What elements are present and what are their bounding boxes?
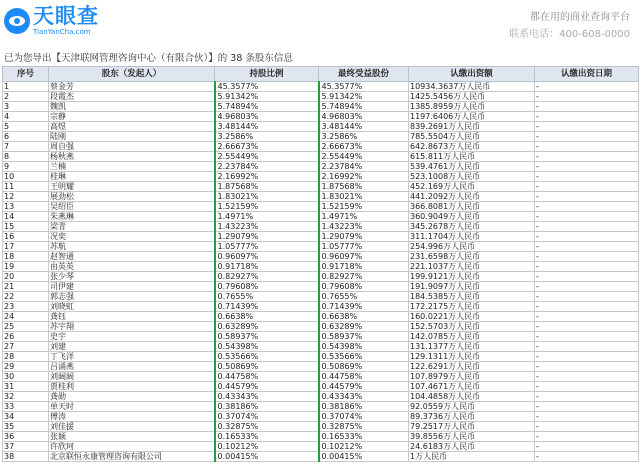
- cell-index: 31: [3, 382, 49, 392]
- cell-date: -: [535, 282, 639, 292]
- cell-index: 5: [3, 122, 49, 132]
- cell-date: -: [535, 402, 639, 412]
- cell-ratio: 2.16992%: [215, 172, 319, 182]
- cell-index: 11: [3, 182, 49, 192]
- cell-index: 35: [3, 422, 49, 432]
- cell-date: -: [535, 152, 639, 162]
- table-row: [3, 222, 639, 232]
- cell-index: 8: [3, 152, 49, 162]
- cell-ratio: 0.79608%: [215, 282, 319, 292]
- cell-date: -: [535, 372, 639, 382]
- cell-ratio: 0.7655%: [215, 292, 319, 302]
- cell-ratio: 45.3577%: [215, 82, 319, 92]
- cell-ratio: 1.43223%: [215, 222, 319, 232]
- cell-capital: 539.4761万人民币: [409, 162, 535, 172]
- table-row: [3, 192, 639, 202]
- cell-capital: 231.6598万人民币: [409, 252, 535, 262]
- column-header-index: 序号: [3, 67, 49, 82]
- slogan: 都在用的商业查询平台: [530, 12, 630, 23]
- cell-date: -: [535, 112, 639, 122]
- table-row: [3, 232, 639, 242]
- cell-beneficial: 0.50869%: [319, 362, 409, 372]
- logo[interactable]: [4, 6, 99, 36]
- cell-date: -: [535, 182, 639, 192]
- cell-date: -: [535, 232, 639, 242]
- cell-beneficial: 0.82927%: [319, 272, 409, 282]
- cell-shareholder: 刘晓虹: [49, 302, 215, 312]
- cell-beneficial: 5.91342%: [319, 92, 409, 102]
- cell-capital: 104.4858万人民币: [409, 392, 535, 402]
- table-row: [3, 382, 639, 392]
- cell-shareholder: 龚钰: [49, 312, 215, 322]
- cell-shareholder: 刘佳援: [49, 422, 215, 432]
- table-row: [3, 412, 639, 422]
- cell-shareholder: 司伊建: [49, 282, 215, 292]
- cell-ratio: 0.10212%: [215, 442, 319, 452]
- cell-index: 3: [3, 102, 49, 112]
- column-header-date: 认缴出资日期: [535, 67, 639, 82]
- cell-beneficial: 0.91718%: [319, 262, 409, 272]
- cell-ratio: 0.16533%: [215, 432, 319, 442]
- cell-shareholder: 单天时: [49, 402, 215, 412]
- cell-ratio: 4.96803%: [215, 112, 319, 122]
- table-body: [3, 82, 639, 462]
- cell-shareholder: 朱燕琳: [49, 212, 215, 222]
- table-row: [3, 332, 639, 342]
- shareholder-table: [2, 66, 639, 462]
- cell-capital: 311.1704万人民币: [409, 232, 535, 242]
- table-row: [3, 112, 639, 122]
- cell-beneficial: 0.96097%: [319, 252, 409, 262]
- cell-beneficial: 0.44579%: [319, 382, 409, 392]
- cell-beneficial: 0.38186%: [319, 402, 409, 412]
- cell-beneficial: 0.43343%: [319, 392, 409, 402]
- cell-ratio: 0.6638%: [215, 312, 319, 322]
- cell-beneficial: 1.83021%: [319, 192, 409, 202]
- cell-index: 34: [3, 412, 49, 422]
- cell-shareholder: 赵智通: [49, 252, 215, 262]
- cell-shareholder: 吴绍臣: [49, 202, 215, 212]
- table-row: [3, 172, 639, 182]
- cell-capital: 1385.8959万人民币: [409, 102, 535, 112]
- cell-date: -: [535, 102, 639, 112]
- cell-shareholder: 王明耀: [49, 182, 215, 192]
- table-row: [3, 452, 639, 462]
- cell-ratio: 1.05777%: [215, 242, 319, 252]
- table-row: [3, 292, 639, 302]
- table-row: [3, 182, 639, 192]
- export-info: 已为您导出【天津联网管理咨询中心（有限合伙）】的 38 条股东信息: [4, 53, 293, 64]
- cell-beneficial: 1.87568%: [319, 182, 409, 192]
- cell-beneficial: 0.53566%: [319, 352, 409, 362]
- table-row: [3, 432, 639, 442]
- cell-ratio: 0.44579%: [215, 382, 319, 392]
- cell-index: 25: [3, 322, 49, 332]
- cell-beneficial: 0.79608%: [319, 282, 409, 292]
- cell-capital: 39.8556万人民币: [409, 432, 535, 442]
- cell-shareholder: 北京联恒永康管理咨询有限公司: [49, 452, 215, 462]
- cell-date: -: [535, 382, 639, 392]
- cell-capital: 254.996万人民币: [409, 242, 535, 252]
- contact-phone: 联系电话：400-608-0000: [509, 29, 630, 40]
- cell-index: 17: [3, 242, 49, 252]
- cell-beneficial: 1.4971%: [319, 212, 409, 222]
- cell-capital: 107.4671万人民币: [409, 382, 535, 392]
- cell-beneficial: 0.16533%: [319, 432, 409, 442]
- cell-beneficial: 0.32875%: [319, 422, 409, 432]
- table-header-row: [3, 67, 639, 82]
- cell-index: 36: [3, 432, 49, 442]
- cell-shareholder: 梁青: [49, 222, 215, 232]
- cell-index: 4: [3, 112, 49, 122]
- cell-ratio: 0.58937%: [215, 332, 319, 342]
- cell-capital: 24.6183万人民币: [409, 442, 535, 452]
- cell-index: 6: [3, 132, 49, 142]
- cell-capital: 152.5703万人民币: [409, 322, 535, 332]
- cell-beneficial: 0.54398%: [319, 342, 409, 352]
- brand-domain: TianYanCha.com: [33, 28, 91, 36]
- cell-capital: 785.5504万人民币: [409, 132, 535, 142]
- cell-date: -: [535, 422, 639, 432]
- cell-capital: 107.8979万人民币: [409, 372, 535, 382]
- cell-ratio: 0.50869%: [215, 362, 319, 372]
- table-row: [3, 402, 639, 412]
- cell-shareholder: 魏凯: [49, 102, 215, 112]
- cell-index: 20: [3, 272, 49, 282]
- column-header-ratio: 持股比例: [215, 67, 319, 82]
- table-row: [3, 212, 639, 222]
- cell-date: -: [535, 312, 639, 322]
- cell-index: 24: [3, 312, 49, 322]
- cell-index: 12: [3, 192, 49, 202]
- cell-date: -: [535, 132, 639, 142]
- table-row: [3, 442, 639, 452]
- cell-beneficial: 1.29079%: [319, 232, 409, 242]
- table-row: [3, 392, 639, 402]
- cell-index: 37: [3, 442, 49, 452]
- table-row: [3, 312, 639, 322]
- cell-ratio: 1.4971%: [215, 212, 319, 222]
- cell-ratio: 0.96097%: [215, 252, 319, 262]
- table-row: [3, 362, 639, 372]
- table-row: [3, 102, 639, 112]
- cell-date: -: [535, 452, 639, 462]
- cell-shareholder: 兰楠: [49, 162, 215, 172]
- cell-date: -: [535, 412, 639, 422]
- cell-ratio: 2.66673%: [215, 142, 319, 152]
- cell-index: 27: [3, 342, 49, 352]
- table-row: [3, 422, 639, 432]
- cell-ratio: 0.82927%: [215, 272, 319, 282]
- table-row: [3, 132, 639, 142]
- table-row: [3, 272, 639, 282]
- cell-index: 26: [3, 332, 49, 342]
- cell-capital: 160.0221万人民币: [409, 312, 535, 322]
- cell-index: 23: [3, 302, 49, 312]
- table-row: [3, 152, 639, 162]
- cell-date: -: [535, 142, 639, 152]
- cell-beneficial: 0.37074%: [319, 412, 409, 422]
- table-row: [3, 242, 639, 252]
- cell-ratio: 5.74894%: [215, 102, 319, 112]
- cell-ratio: 0.91718%: [215, 262, 319, 272]
- cell-beneficial: 1.05777%: [319, 242, 409, 252]
- cell-beneficial: 0.71439%: [319, 302, 409, 312]
- table-row: [3, 342, 639, 352]
- cell-date: -: [535, 202, 639, 212]
- cell-shareholder: 苏宇翔: [49, 322, 215, 332]
- cell-beneficial: 0.44758%: [319, 372, 409, 382]
- cell-ratio: 1.52159%: [215, 202, 319, 212]
- cell-shareholder: 由英英: [49, 262, 215, 272]
- cell-capital: 172.2175万人民币: [409, 302, 535, 312]
- cell-shareholder: 刘阔阔: [49, 372, 215, 382]
- cell-ratio: 0.32875%: [215, 422, 319, 432]
- cell-date: -: [535, 352, 639, 362]
- cell-capital: 360.9049万人民币: [409, 212, 535, 222]
- cell-date: -: [535, 192, 639, 202]
- cell-index: 30: [3, 372, 49, 382]
- cell-index: 38: [3, 452, 49, 462]
- cell-date: -: [535, 122, 639, 132]
- cell-beneficial: 0.00415%: [319, 452, 409, 462]
- cell-date: -: [535, 302, 639, 312]
- cell-beneficial: 0.7655%: [319, 292, 409, 302]
- table-row: [3, 82, 639, 92]
- cell-shareholder: 陆刚: [49, 132, 215, 142]
- cell-beneficial: 0.63289%: [319, 322, 409, 332]
- cell-shareholder: 周自强: [49, 142, 215, 152]
- brand-name: 天眼查: [33, 4, 99, 28]
- cell-shareholder: 宗静: [49, 112, 215, 122]
- cell-shareholder: 况奕: [49, 232, 215, 242]
- cell-shareholder: 郭志强: [49, 292, 215, 302]
- table-row: [3, 122, 639, 132]
- cell-date: -: [535, 212, 639, 222]
- cell-index: 1: [3, 82, 49, 92]
- cell-index: 2: [3, 92, 49, 102]
- cell-shareholder: 丁飞洋: [49, 352, 215, 362]
- cell-beneficial: 0.10212%: [319, 442, 409, 452]
- cell-ratio: 2.23784%: [215, 162, 319, 172]
- cell-date: -: [535, 432, 639, 442]
- cell-capital: 1万人民币: [409, 452, 535, 462]
- cell-index: 15: [3, 222, 49, 232]
- cell-ratio: 1.87568%: [215, 182, 319, 192]
- column-header-shareholder: 股东（发起人）: [49, 67, 215, 82]
- cell-capital: 642.8673万人民币: [409, 142, 535, 152]
- cell-index: 10: [3, 172, 49, 182]
- cell-capital: 221.1037万人民币: [409, 262, 535, 272]
- cell-shareholder: 傅涛: [49, 412, 215, 422]
- cell-capital: 1197.6406万人民币: [409, 112, 535, 122]
- column-header-beneficial: 最终受益股份: [319, 67, 409, 82]
- cell-date: -: [535, 362, 639, 372]
- cell-shareholder: 贾桂利: [49, 382, 215, 392]
- cell-shareholder: 吕涌燕: [49, 362, 215, 372]
- cell-shareholder: 许欣珂: [49, 442, 215, 452]
- cell-capital: 131.1377万人民币: [409, 342, 535, 352]
- cell-capital: 839.2691万人民币: [409, 122, 535, 132]
- cell-capital: 191.9097万人民币: [409, 282, 535, 292]
- cell-ratio: 1.83021%: [215, 192, 319, 202]
- cell-beneficial: 5.74894%: [319, 102, 409, 112]
- cell-capital: 366.8081万人民币: [409, 202, 535, 212]
- table-row: [3, 322, 639, 332]
- cell-ratio: 0.00415%: [215, 452, 319, 462]
- cell-shareholder: 蔡金芳: [49, 82, 215, 92]
- cell-capital: 142.0785万人民币: [409, 332, 535, 342]
- cell-shareholder: 龚勋: [49, 392, 215, 402]
- cell-shareholder: 高煜: [49, 122, 215, 132]
- table-row: [3, 162, 639, 172]
- cell-capital: 129.1311万人民币: [409, 352, 535, 362]
- cell-date: -: [535, 342, 639, 352]
- cell-index: 19: [3, 262, 49, 272]
- cell-index: 29: [3, 362, 49, 372]
- cell-ratio: 3.48144%: [215, 122, 319, 132]
- cell-ratio: 0.53566%: [215, 352, 319, 362]
- cell-ratio: 0.43343%: [215, 392, 319, 402]
- cell-index: 33: [3, 402, 49, 412]
- cell-capital: 523.1008万人民币: [409, 172, 535, 182]
- cell-shareholder: 张颖: [49, 432, 215, 442]
- cell-index: 21: [3, 282, 49, 292]
- table-row: [3, 352, 639, 362]
- cell-beneficial: 0.58937%: [319, 332, 409, 342]
- cell-capital: 615.811万人民币: [409, 152, 535, 162]
- cell-capital: 199.9121万人民币: [409, 272, 535, 282]
- cell-ratio: 1.29079%: [215, 232, 319, 242]
- table-row: [3, 142, 639, 152]
- cell-capital: 122.6291万人民币: [409, 362, 535, 372]
- cell-beneficial: 1.43223%: [319, 222, 409, 232]
- cell-capital: 184.5385万人民币: [409, 292, 535, 302]
- cell-ratio: 0.37074%: [215, 412, 319, 422]
- cell-date: -: [535, 322, 639, 332]
- cell-beneficial: 2.16992%: [319, 172, 409, 182]
- cell-ratio: 0.54398%: [215, 342, 319, 352]
- cell-beneficial: 45.3577%: [319, 82, 409, 92]
- table-row: [3, 92, 639, 102]
- cell-beneficial: 3.48144%: [319, 122, 409, 132]
- cell-beneficial: 2.55449%: [319, 152, 409, 162]
- page-header: [0, 0, 640, 46]
- cell-date: -: [535, 292, 639, 302]
- cell-shareholder: 段霞杰: [49, 92, 215, 102]
- table-row: [3, 282, 639, 292]
- cell-beneficial: 3.2586%: [319, 132, 409, 142]
- cell-date: -: [535, 332, 639, 342]
- cell-beneficial: 2.66673%: [319, 142, 409, 152]
- cell-capital: 89.3736万人民币: [409, 412, 535, 422]
- cell-capital: 452.169万人民币: [409, 182, 535, 192]
- cell-beneficial: 4.96803%: [319, 112, 409, 122]
- cell-beneficial: 2.23784%: [319, 162, 409, 172]
- table-row: [3, 302, 639, 312]
- cell-date: -: [535, 162, 639, 172]
- cell-ratio: 2.55449%: [215, 152, 319, 162]
- cell-date: -: [535, 442, 639, 452]
- cell-capital: 10934.3637万人民币: [409, 82, 535, 92]
- cell-index: 28: [3, 352, 49, 362]
- cell-shareholder: 杨秋燕: [49, 152, 215, 162]
- cell-index: 22: [3, 292, 49, 302]
- table-row: [3, 262, 639, 272]
- column-header-capital: 认缴出资额: [409, 67, 535, 82]
- cell-date: -: [535, 242, 639, 252]
- cell-beneficial: 1.52159%: [319, 202, 409, 212]
- cell-ratio: 5.91342%: [215, 92, 319, 102]
- cell-date: -: [535, 172, 639, 182]
- cell-ratio: 0.71439%: [215, 302, 319, 312]
- cell-ratio: 0.63289%: [215, 322, 319, 332]
- cell-shareholder: 史宇: [49, 332, 215, 342]
- cell-date: -: [535, 272, 639, 282]
- cell-shareholder: 桂琳: [49, 172, 215, 182]
- cell-beneficial: 0.6638%: [319, 312, 409, 322]
- cell-date: -: [535, 222, 639, 232]
- cell-date: -: [535, 82, 639, 92]
- table-row: [3, 202, 639, 212]
- eye-logo-icon: [4, 8, 30, 34]
- cell-date: -: [535, 262, 639, 272]
- cell-index: 14: [3, 212, 49, 222]
- cell-ratio: 0.38186%: [215, 402, 319, 412]
- cell-index: 13: [3, 202, 49, 212]
- cell-capital: 345.2678万人民币: [409, 222, 535, 232]
- cell-shareholder: 张少琴: [49, 272, 215, 282]
- cell-index: 9: [3, 162, 49, 172]
- cell-index: 7: [3, 142, 49, 152]
- table-row: [3, 372, 639, 382]
- cell-capital: 441.2092万人民币: [409, 192, 535, 202]
- cell-ratio: 3.2586%: [215, 132, 319, 142]
- cell-index: 16: [3, 232, 49, 242]
- cell-capital: 79.2517万人民币: [409, 422, 535, 432]
- cell-shareholder: 展劲松: [49, 192, 215, 202]
- cell-capital: 1425.5456万人民币: [409, 92, 535, 102]
- cell-index: 18: [3, 252, 49, 262]
- cell-date: -: [535, 252, 639, 262]
- cell-date: -: [535, 392, 639, 402]
- cell-index: 32: [3, 392, 49, 402]
- cell-date: -: [535, 92, 639, 102]
- cell-shareholder: 刘建: [49, 342, 215, 352]
- cell-capital: 92.0559万人民币: [409, 402, 535, 412]
- table-row: [3, 252, 639, 262]
- cell-ratio: 0.44758%: [215, 372, 319, 382]
- cell-shareholder: 苏航: [49, 242, 215, 252]
